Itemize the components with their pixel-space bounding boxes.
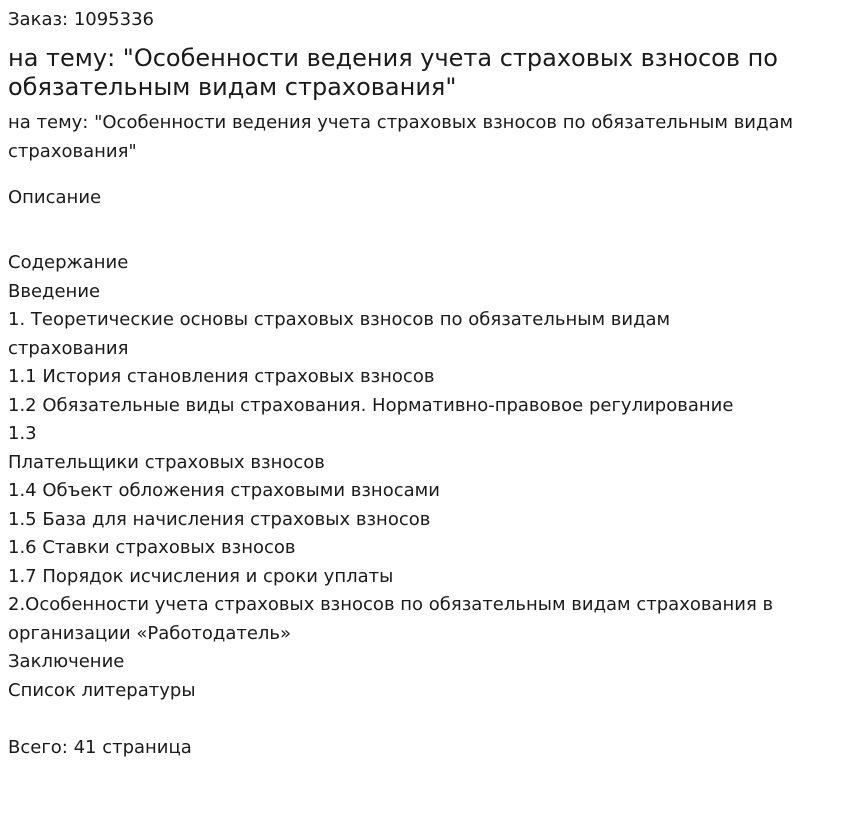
page-title: на тему: "Особенности ведения учета страховых взносов по обязательным видам страхования": [8, 44, 778, 101]
order-number: Заказ: 1095336: [8, 9, 154, 30]
table-of-contents: [8, 249, 839, 705]
toc-item: 1.1 История становления страховых взносов: [8, 366, 435, 387]
toc-item: Введение: [8, 280, 101, 302]
toc-item: 1.6 Ставки страховых взносов: [8, 537, 296, 558]
toc-item: 2.Особенности учета страховых взносов по обязательным видам страхования в организации «Работодатель»: [8, 594, 774, 644]
page-subtitle: на тему: "Особенности ведения учета страховых взносов по обязательным видам страхования": [8, 112, 794, 162]
toc-item: Список литературы: [8, 679, 196, 701]
toc-item: 1.5 База для начисления страховых взносов: [8, 508, 431, 530]
page-count: Всего: 41 страница: [8, 737, 192, 758]
toc-item: 1.7 Порядок исчисления и сроки уплаты: [8, 565, 394, 587]
toc-item: Содержание: [8, 252, 129, 273]
description-label: Описание: [8, 187, 102, 208]
toc-item: 1.2 Обязательные виды страхования. Нормативно-правовое регулирование: [8, 394, 734, 416]
toc-item: 1. Теоретические основы страховых взносов по обязательным видам страхования: [8, 309, 671, 359]
toc-item: Заключение: [8, 651, 125, 672]
toc-item: 1.3: [8, 423, 37, 444]
toc-item: 1.4 Объект обложения страховыми взносами: [8, 480, 440, 501]
toc-item: Плательщики страховых взносов: [8, 451, 325, 473]
